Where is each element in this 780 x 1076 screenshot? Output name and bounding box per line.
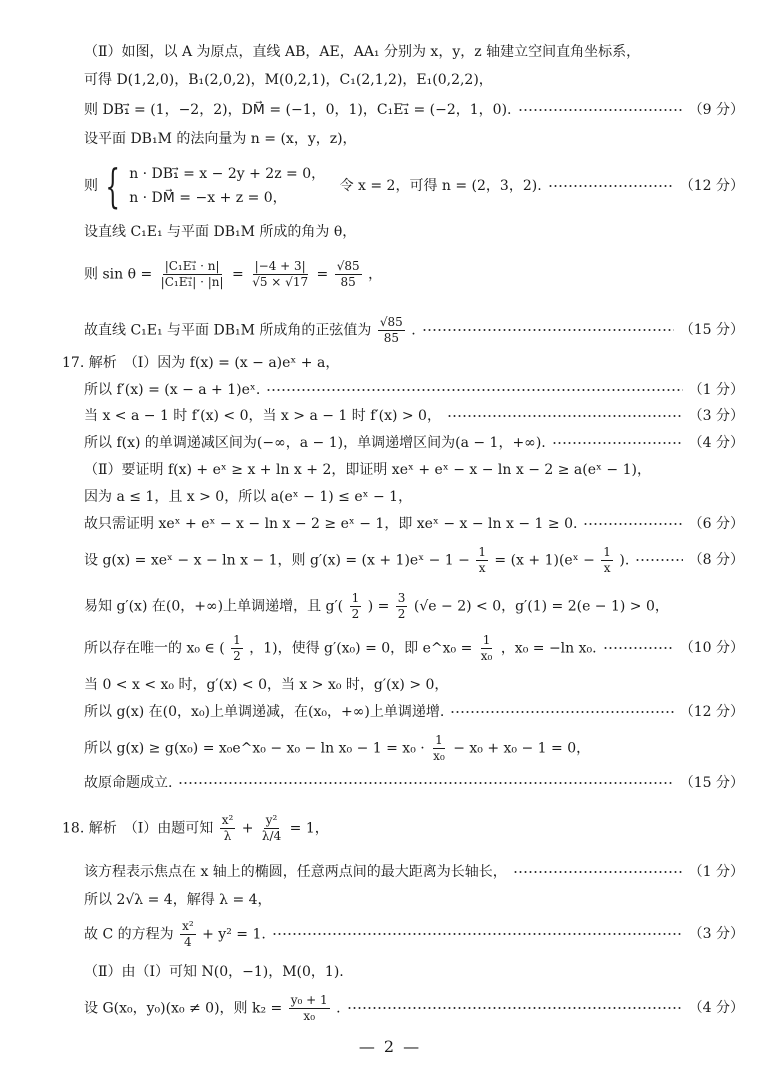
leader-dots (347, 1007, 683, 1009)
fraction: $\frac{1}{x}$ (478, 544, 486, 575)
text-line: 故原命题成立. （15 分） (84, 775, 744, 791)
score-label: （4 分） (688, 435, 744, 451)
fraction: $\frac{\text{y₀ + 1}}{\text{x₀}}$ (290, 992, 328, 1023)
minimum-line: 所以 g(x) ≥ g(x₀) = x₀e^x₀ − x₀ − ln x₀ − 1 = x₀ · $\frac{1}{\text{x₀}}$ − x₀ + x₀ − 1 = 0， (84, 732, 591, 763)
leader-dots (518, 109, 683, 111)
fraction: $\frac{√85}{85}$ (336, 258, 360, 289)
fraction: $\frac{|-4 + 3|}{√5 \times √17}$ (252, 258, 309, 289)
leader-dots (422, 329, 674, 331)
leader-dots (272, 933, 683, 935)
page-number: — 2 — (358, 1037, 422, 1056)
score-label: （10 分） (679, 640, 744, 656)
leader-dots (603, 647, 674, 649)
leader-dots (513, 871, 683, 873)
text-line: 因为 a ≤ 1，且 x > 0，所以 a(eˣ − 1) ≤ eˣ − 1， (84, 489, 413, 505)
text-line: 可得 D(1,2,0)，B₁(2,0,2)，M(0,2,1)，C₁(2,1,2)，E₁(0,2,2)， (84, 72, 493, 88)
question-heading: 17. 解析 （Ⅰ）因为 f(x) = (x − a)eˣ + a， (62, 355, 340, 371)
text-line: 故直线 C₁E₁ 与平面 DB₁M 所成角的正弦值为 $\frac{√85}{85}$ . （15 分） (84, 314, 744, 345)
existence-line: 所以存在唯一的 x₀ ∈ ( $\frac{1}{2}$ ，1)，使得 g′(x₀) = 0，即 e^x₀ = $\frac{1}{\text{x₀}}$ ，x₀ = −ln x₀. （10 分） (84, 632, 744, 663)
fraction: $\frac{\text{x²}}{4}$ (182, 918, 194, 949)
score-label: （1 分） (688, 864, 744, 880)
fraction: $\frac{\text{x²}}{\lambda}$ (221, 812, 234, 843)
sine-formula-line: 则 sin θ = $\frac{\text{|C₁E₁⃗ · n|}}{\text{|C₁E₁⃗| · |n|}}$ = $\frac{|-4 + 3|}{√5 \times √17}$ = $\frac{√85}{85}$ ， (84, 258, 383, 289)
text-line: 则 DB₁⃗ = (1，−2，2)，DM⃗ = (−1，0，1)，C₁E₁⃗ = (−2，1，0). （9 分） (84, 102, 744, 118)
fraction: $\frac{\text{|C₁E₁⃗ · n|}}{\text{|C₁E₁⃗| · |n|}}$ (160, 258, 224, 289)
equation-system-line: 则 { n · DB₁⃗ = x − 2y + 2z = 0， n · DM⃗ = −x + z = 0， 令 x = 2，可得 n = (2，3，2). （12 分） (84, 159, 744, 213)
score-label: （15 分） (679, 322, 744, 338)
score-label: （9 分） (688, 102, 744, 118)
score-label: （12 分） (679, 178, 744, 194)
text-line: 当 0 < x < x₀ 时，g′(x) < 0，当 x > x₀ 时，g′(x) > 0， (84, 677, 449, 693)
leader-dots (548, 185, 674, 187)
monotonic-line: 易知 g′(x) 在(0，+∞)上单调递增，且 g′( $\frac{1}{2}$ ) = $\frac{3}{2}$ (√e − 2) < 0，g′(1) = 2(e − 1) > 0， (84, 590, 669, 621)
fraction: $\frac{√85}{85}$ (379, 314, 403, 345)
text-line: 设平面 DB₁M 的法向量为 n = (x，y，z)， (84, 131, 357, 147)
fraction: $\frac{3}{2}$ (397, 590, 406, 621)
fraction: $\frac{1}{\text{x₀}}$ (480, 632, 493, 663)
text-line: 故只需证明 xeˣ + eˣ − x − ln x − 2 ≥ eˣ − 1，即 xeˣ − x − ln x − 1 ≥ 0. （6 分） (84, 516, 744, 532)
score-label: （3 分） (688, 926, 744, 942)
score-label: （12 分） (679, 704, 744, 720)
leader-dots (447, 415, 683, 417)
text-line: 设 G(x₀，y₀)(x₀ ≠ 0)，则 k₂ = $\frac{\text{y₀ + 1}}{\text{x₀}}$ . （4 分） (84, 992, 744, 1023)
leader-dots (583, 523, 682, 525)
question-heading: 18. 解析 （Ⅰ）由题可知 $\frac{\text{x²}}{\lambda}$ + $\frac{\text{y²}}{\lambda/4}$ = 1， (62, 812, 329, 843)
text-line: （Ⅱ）由（Ⅰ）可知 N(0，−1)，M(0，1). (84, 964, 344, 980)
text-line: 当 x < a − 1 时 f′(x) < 0，当 x > a − 1 时 f′(x) > 0， （3 分） (84, 408, 744, 424)
fraction: $\frac{1}{x}$ (603, 544, 611, 575)
score-label: （15 分） (679, 775, 744, 791)
text-line: 设直线 C₁E₁ 与平面 DB₁M 所成的角为 θ， (84, 224, 357, 240)
text-line: 该方程表示焦点在 x 轴上的椭圆，任意两点间的最大距离为长轴长， （1 分） (84, 864, 744, 880)
score-label: （3 分） (688, 408, 744, 424)
equation-system: n · DB₁⃗ = x − 2y + 2z = 0， n · DM⃗ = −x + z = 0， (129, 166, 326, 206)
fraction: $\frac{\text{y²}}{\lambda/4}$ (261, 812, 282, 843)
text-line: 所以 f′(x) = (x − a + 1)eˣ. （1 分） (84, 382, 744, 398)
leader-dots (635, 559, 682, 561)
derivative-line: 设 g(x) = xeˣ − x − ln x − 1，则 g′(x) = (x + 1)eˣ − 1 − $\frac{1}{x}$ = (x + 1)(eˣ − $\frac{1}{x}$ ). （8 分） (84, 544, 744, 575)
leader-dots (450, 711, 673, 713)
leader-dots (552, 442, 683, 444)
score-label: （8 分） (688, 552, 744, 568)
score-label: （1 分） (688, 382, 744, 398)
leader-dots (178, 782, 673, 784)
text-line: 所以 g(x) 在(0，x₀)上单调递减，在(x₀，+∞)上单调递增. （12 分） (84, 704, 744, 720)
text-line: 所以 f(x) 的单调递减区间为(−∞，a − 1)，单调递增区间为(a − 1，+∞). （4 分） (84, 435, 744, 451)
text-line: 故 C 的方程为 $\frac{\text{x²}}{4}$ + y² = 1. （3 分） (84, 918, 744, 949)
fraction: $\frac{1}{2}$ (351, 590, 360, 621)
leader-dots (266, 389, 682, 391)
text-line: （Ⅱ）要证明 f(x) + eˣ ≥ x + ln x + 2，即证明 xeˣ + eˣ − x − ln x − 2 ≥ a(eˣ − 1)， (84, 462, 651, 478)
score-label: （4 分） (688, 1000, 744, 1016)
text-line: （Ⅱ）如图，以 A 为原点，直线 AB，AE，AA₁ 分别为 x，y，z 轴建立空间直角坐标系， (84, 44, 641, 60)
fraction: $\frac{1}{2}$ (233, 632, 241, 663)
fraction: $\frac{1}{\text{x₀}}$ (433, 732, 445, 763)
left-brace: { (105, 159, 121, 213)
score-label: （6 分） (688, 516, 744, 532)
text-line: 所以 2√λ = 4，解得 λ = 4， (84, 892, 272, 908)
